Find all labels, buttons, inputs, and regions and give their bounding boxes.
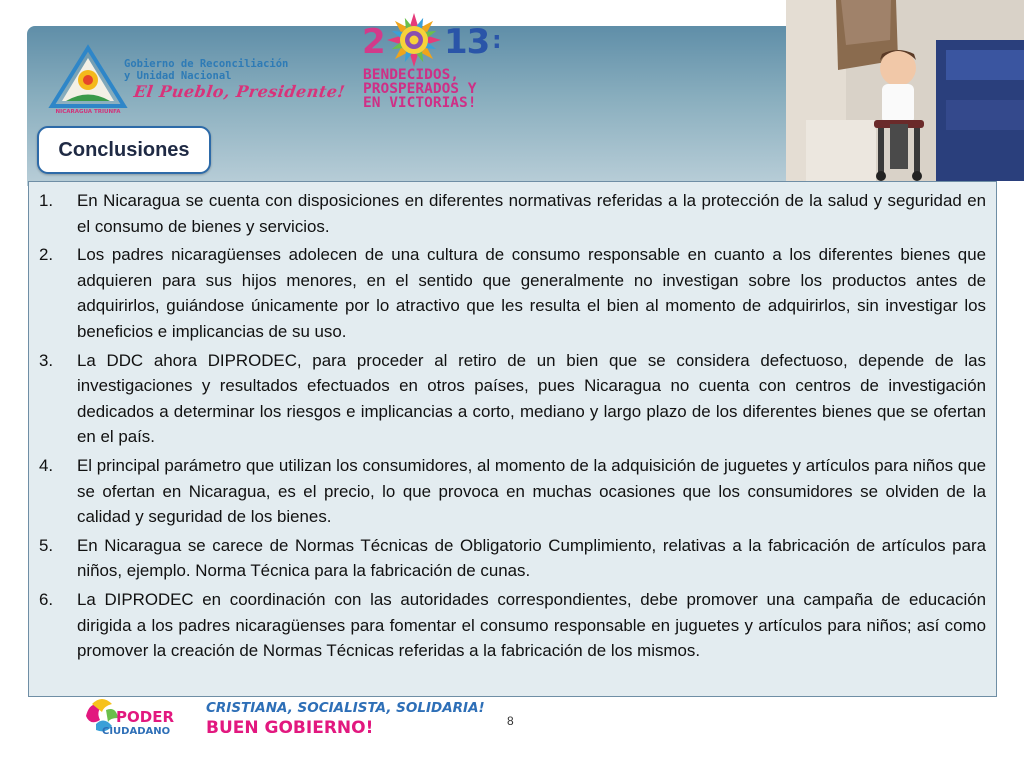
conclusion-number: 4.	[39, 455, 54, 475]
conclusion-text: El principal parámetro que utilizan los consumidores, al momento de la adquisición de juguetes y artículos para niños que se ofertan en Nicaragua, es el precio, lo que provoca en muchas ocasiones que los consumidores se olviden de la calidad y seguridad de los bienes.	[77, 455, 986, 527]
government-name	[124, 58, 288, 82]
page-number: 8	[507, 714, 514, 728]
emblem-text: NICARAGUA TRIUNFA	[55, 109, 121, 114]
photo-child-with-walker	[786, 0, 1024, 181]
footer-slogan-top: CRISTIANA, SOCIALISTA, SOLIDARIA!	[206, 700, 485, 716]
motto-line1: BENDECIDOS,	[363, 67, 460, 83]
conclusion-item	[39, 587, 986, 664]
year-colon: :	[492, 26, 502, 54]
conclusion-number: 3.	[39, 350, 54, 370]
sun-icon	[386, 12, 442, 68]
conclusion-text: Los padres nicaragüenses adolecen de una cultura de consumo responsable en cuanto a los diferentes bienes que adquieren para sus hijos menores, en el sentido que generalmente no investigan sobre los productos antes de adquirirlos, guiándose únicamente por lo atractivo que les resulta el bien al momento de adquirirlos, sin investigar los beneficios e implicancias de su uso.	[77, 245, 986, 341]
government-emblem-logo	[48, 44, 128, 114]
poder-ciudadano-logo	[82, 696, 192, 738]
footer-slogan-bottom: BUEN GOBIERNO!	[206, 718, 374, 738]
motto-line2: PROSPERADOS Y	[363, 81, 477, 97]
conclusion-number: 6.	[39, 589, 54, 609]
year-digit-2: 2	[362, 22, 386, 62]
logo-line2: CIUDADANO	[102, 726, 171, 737]
logo-line1: PODER	[116, 708, 174, 726]
conclusion-number: 2.	[39, 245, 54, 265]
conclusion-item	[39, 242, 986, 344]
section-title: Conclusiones	[58, 138, 190, 161]
conclusion-number: 1.	[39, 191, 54, 210]
government-slogan: El Pueblo, Presidente!	[132, 82, 347, 101]
conclusion-item	[39, 188, 986, 239]
conclusion-item	[39, 348, 986, 450]
conclusion-text: La DIPRODEC en coordinación con las autoridades correspondientes, debe promover una campaña de educación dirigida a los padres nicaragüenses para fomentar el consumo responsable en juguetes y artículos para niños; así como promover la creación de Normas Técnicas referidas a la fabricación de los mismos.	[77, 589, 986, 661]
conclusions-list	[29, 182, 996, 664]
conclusion-number: 5.	[39, 535, 54, 555]
conclusion-text: En Nicaragua se carece de Normas Técnicas de Obligatorio Cumplimiento, relativas a la fabricación de artículos para niños, ejemplo. Norma Técnica para la fabricación de cunas.	[77, 535, 986, 581]
year-motto	[363, 68, 477, 110]
year-digits-13: 13	[444, 22, 490, 62]
conclusion-text: La DDC ahora DIPRODEC, para proceder al retiro de un bien que se considera defectuoso, depende de las investigaciones y resultados efectuados en otros países, pues Nicaragua no cuenta con centros de investigación dedicados a determinar los riesgos e implicancias a corto, mediano y largo plazo de los diferentes bienes que se ofertan en el país.	[77, 350, 986, 447]
government-name-line1: Gobierno de Reconciliación	[124, 58, 289, 70]
conclusions-panel	[28, 181, 997, 697]
motto-line3: EN VICTORIAS!	[363, 95, 477, 111]
conclusion-item	[39, 533, 986, 584]
conclusion-item	[39, 453, 986, 530]
government-name-line2: y Unidad Nacional	[124, 70, 232, 82]
conclusion-text: En Nicaragua se cuenta con disposiciones en diferentes normativas referidas a la protección de la salud y seguridad en el consumo de bienes y servicios.	[77, 191, 986, 236]
section-title-box	[37, 126, 211, 174]
